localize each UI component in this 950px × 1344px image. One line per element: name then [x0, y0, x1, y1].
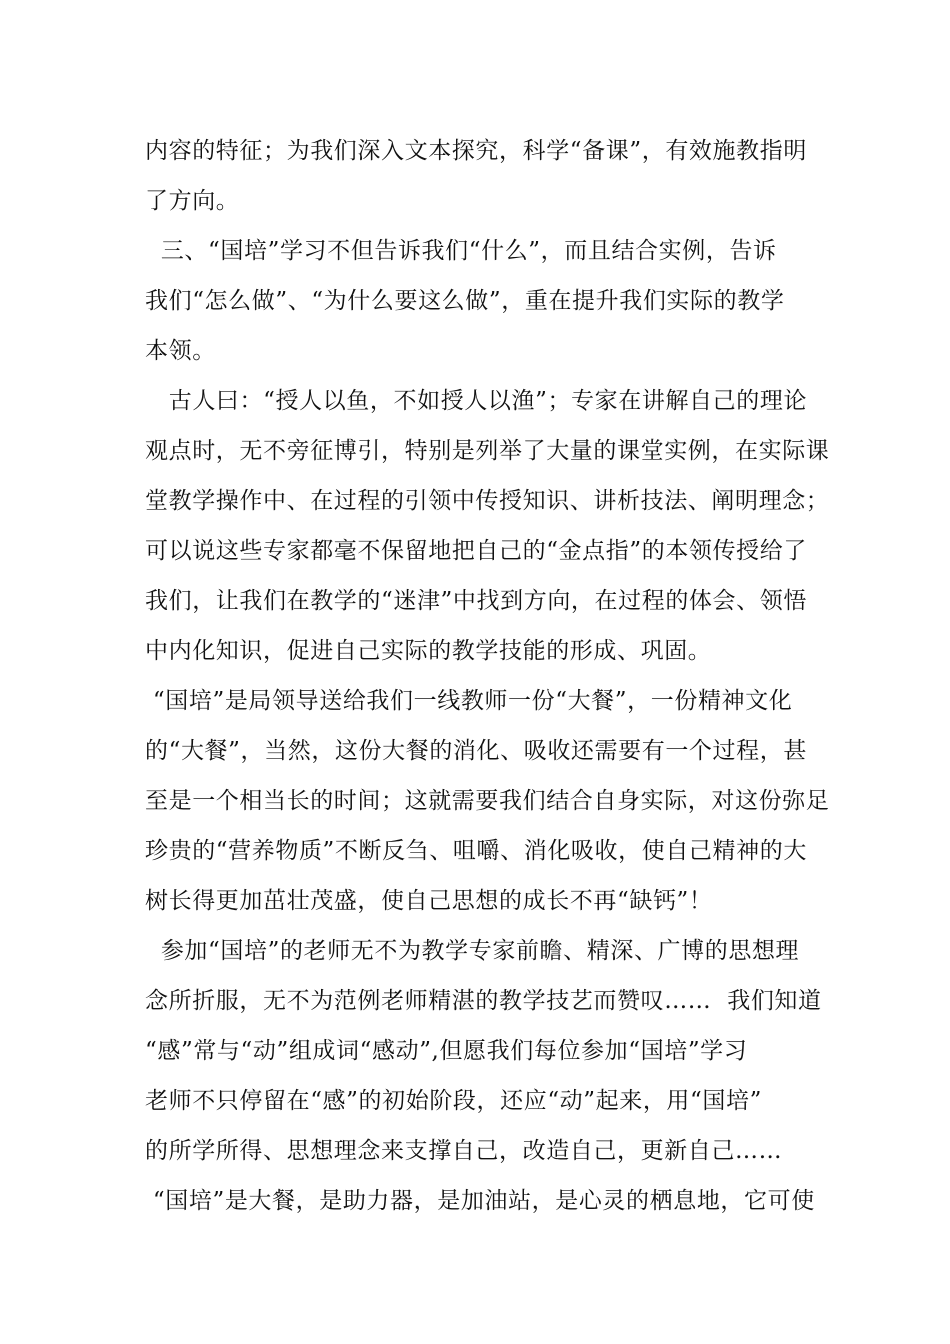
- text-line: 观点时，无不旁征博引，特别是列举了大量的课堂实例，在实际课: [145, 438, 830, 464]
- text-line: “国培”是大餐，是助力器，是加油站，是心灵的栖息地，它可使: [145, 1188, 815, 1214]
- text-line: 内容的特征；为我们深入文本探究，科学“备课”，有效施教指明: [145, 138, 807, 164]
- text-line: 参加“国培”的老师无不为教学专家前瞻、精深、广博的思想理: [145, 938, 800, 964]
- text-line: 念所折服，无不为范例老师精湛的教学技艺而赞叹…… 我们知道: [145, 988, 822, 1014]
- text-line: 的“大餐”，当然，这份大餐的消化、吸收还需要有一个过程，甚: [145, 738, 807, 764]
- text-line: 古人曰：“授人以鱼，不如授人以渔”；专家在讲解自己的理论: [145, 388, 808, 414]
- text-line: 至是一个相当长的时间；这就需要我们结合自身实际，对这份弥足: [145, 788, 830, 814]
- text-line: 可以说这些专家都毫不保留地把自己的“金点指”的本领传授给了: [145, 538, 807, 564]
- text-line: 三、“国培”学习不但告诉我们“什么”，而且结合实例，告诉: [145, 238, 777, 264]
- text-line: “感”常与“动”组成词“感动”,但愿我们每位参加“国培”学习: [145, 1038, 748, 1064]
- text-line: 我们，让我们在教学的“迷津”中找到方向，在过程的体会、领悟: [145, 588, 807, 614]
- text-line: 堂教学操作中、在过程的引领中传授知识、讲析技法、阐明理念；: [145, 488, 830, 514]
- text-line: 中内化知识，促进自己实际的教学技能的形成、巩固。: [145, 638, 712, 664]
- text-line: 我们“怎么做”、“为什么要这么做”，重在提升我们实际的教学: [145, 288, 785, 314]
- text-line: 了方向。: [145, 188, 240, 214]
- text-line: 珍贵的“营养物质”不断反刍、咀嚼、消化吸收，使自己精神的大: [145, 838, 807, 864]
- text-line: 的所学所得、思想理念来支撑自己，改造自己，更新自己……: [145, 1138, 783, 1164]
- text-line: “国培”是局领导送给我们一线教师一份“大餐”，一份精神文化: [145, 688, 793, 714]
- text-line: 本领。: [145, 338, 216, 364]
- text-line: 老师不只停留在“感”的初始阶段，还应“动”起来，用“国培”: [145, 1088, 762, 1114]
- text-line: 树长得更加茁壮茂盛，使自己思想的成长不再“缺钙”！: [145, 888, 713, 914]
